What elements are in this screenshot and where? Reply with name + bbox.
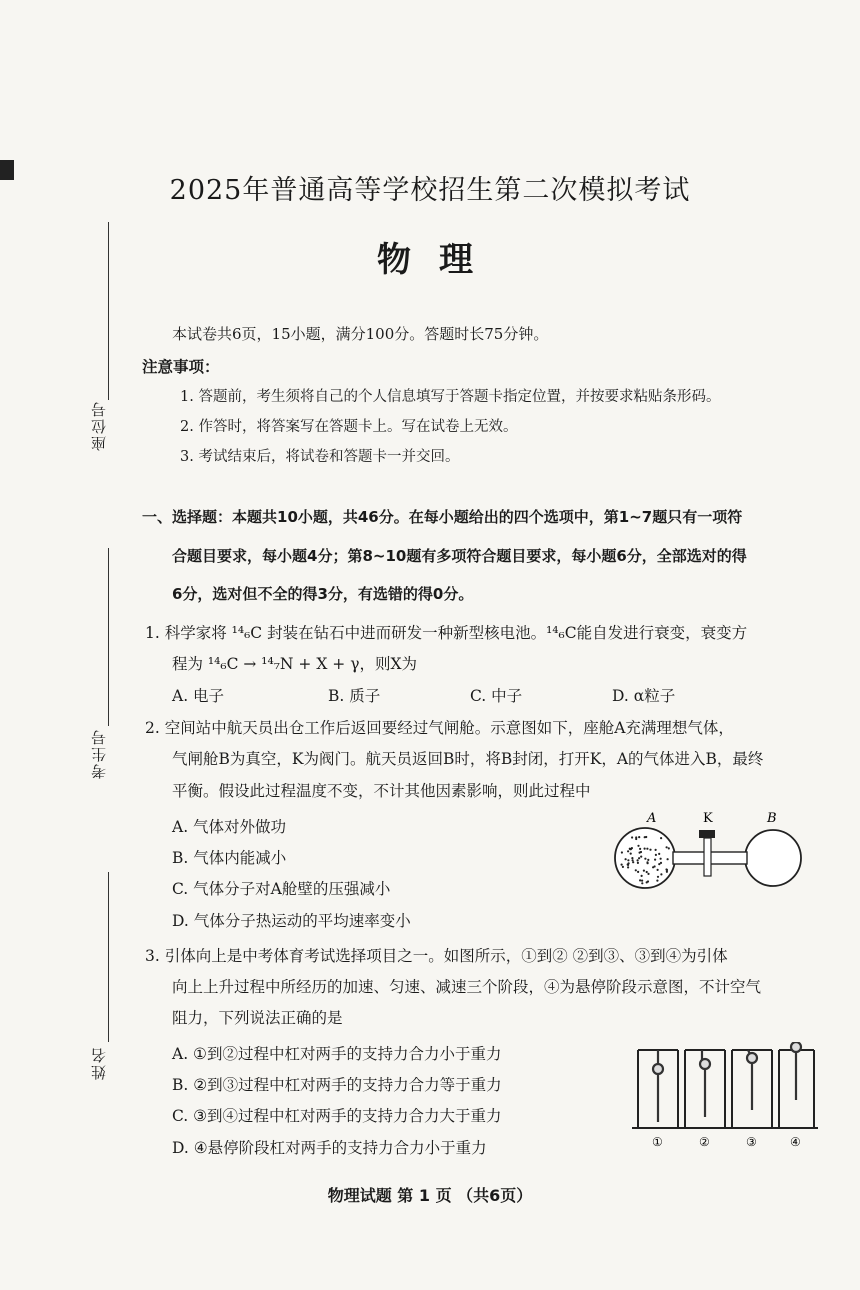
section1-line-2: 合题目要求，每小题4分；第8~10题有多项符合题目要求，每小题6分，全部选对的得 [172, 547, 747, 565]
figure-label-k: K [703, 811, 713, 826]
q3-option-b: B. ②到③过程中杠对两手的支持力合力等于重力 [172, 1076, 502, 1094]
q2-option-b: B. 气体内能减小 [172, 849, 287, 867]
stage-label-1: ① [652, 1135, 663, 1149]
q1-option-a: A. 电子 [172, 687, 225, 705]
pullup-figure [630, 1042, 820, 1154]
exam-title: 2025年普通高等学校招生第二次模拟考试 [169, 175, 691, 206]
q1-option-d: D. α粒子 [612, 687, 676, 705]
note-item-1: 1. 答题前，考生须将自己的个人信息填写于答题卡指定位置，并按要求粘贴条形码。 [180, 389, 721, 405]
valve-handle [699, 830, 715, 838]
q3-line-1: 3. 引体向上是中考体育考试选择项目之一。如图所示，①到② ②到③、③到④为引体 [145, 947, 728, 965]
name-label: 姓名 [90, 1046, 108, 1080]
q3-option-a: A. ①到②过程中杠对两手的支持力合力小于重力 [172, 1045, 502, 1063]
q3-option-c: C. ③到④过程中杠对两手的支持力合力大于重力 [172, 1107, 502, 1125]
student-no-line [108, 548, 109, 726]
stage-label-3: ③ [746, 1135, 757, 1149]
q2-option-a: A. 气体对外做功 [172, 818, 287, 836]
stage-label-2: ② [699, 1135, 710, 1149]
note-item-2: 2. 作答时，将答案写在答题卡上。写在试卷上无效。 [180, 419, 518, 435]
q2-option-d: D. 气体分子热运动的平均速率变小 [172, 912, 411, 930]
student-no-label: 考生号 [90, 728, 108, 779]
page-footer: 物理试题 第 1 页 （共6页） [327, 1186, 533, 1205]
q2-option-c: C. 气体分子对A舱壁的压强减小 [172, 880, 391, 898]
q3-line-2: 向上上升过程中所经历的加速、匀速、减速三个阶段，④为悬停阶段示意图，不计空气 [172, 978, 762, 996]
notes-heading: 注意事项： [142, 358, 220, 376]
chamber-b [745, 830, 801, 886]
q3-line-3: 阻力，下列说法正确的是 [172, 1009, 343, 1027]
exam-intro: 本试卷共6页，15小题，满分100分。答题时长75分钟。 [172, 325, 549, 343]
note-item-3: 3. 考试结束后，将试卷和答题卡一并交回。 [180, 449, 460, 465]
q2-line-1: 2. 空间站中航天员出仓工作后返回要经过气闸舱。示意图如下，座舱A充满理想气体， [145, 719, 734, 737]
airlock-figure [605, 808, 815, 898]
q2-line-2: 气闸舱B为真空，K为阀门。航天员返回B时，将B封闭，打开K，A的气体进入B，最终 [172, 750, 764, 768]
valve-k [704, 838, 711, 876]
q3-option-d: D. ④悬停阶段杠对两手的支持力合力小于重力 [172, 1139, 487, 1157]
q1-line-2: 程为 ¹⁴₆C → ¹⁴₇N + X + γ，则X为 [172, 655, 417, 673]
stage-label-4: ④ [790, 1135, 801, 1149]
figure-label-b: B [767, 811, 777, 826]
figure-label-a: A [647, 811, 657, 826]
q1-option-b: B. 质子 [328, 687, 381, 705]
q1-line-1: 1. 科学家将 ¹⁴₆C 封装在钻石中进而研发一种新型核电池。¹⁴₆C能自发进行衰变，衰变方 [145, 624, 748, 642]
subject-title: 物理 [377, 240, 501, 280]
section1-line-1: 一、选择题：本题共10小题，共46分。在每小题给出的四个选项中，第1~7题只有一项符 [142, 508, 743, 526]
name-line [108, 872, 109, 1042]
section1-line-3: 6分，选对但不全的得3分，有选错的得0分。 [172, 585, 474, 603]
seat-label: 座位号 [90, 400, 108, 451]
q2-line-3: 平衡。假设此过程温度不变，不计其他因素影响，则此过程中 [172, 782, 591, 800]
q1-option-c: C. 中子 [470, 687, 523, 705]
